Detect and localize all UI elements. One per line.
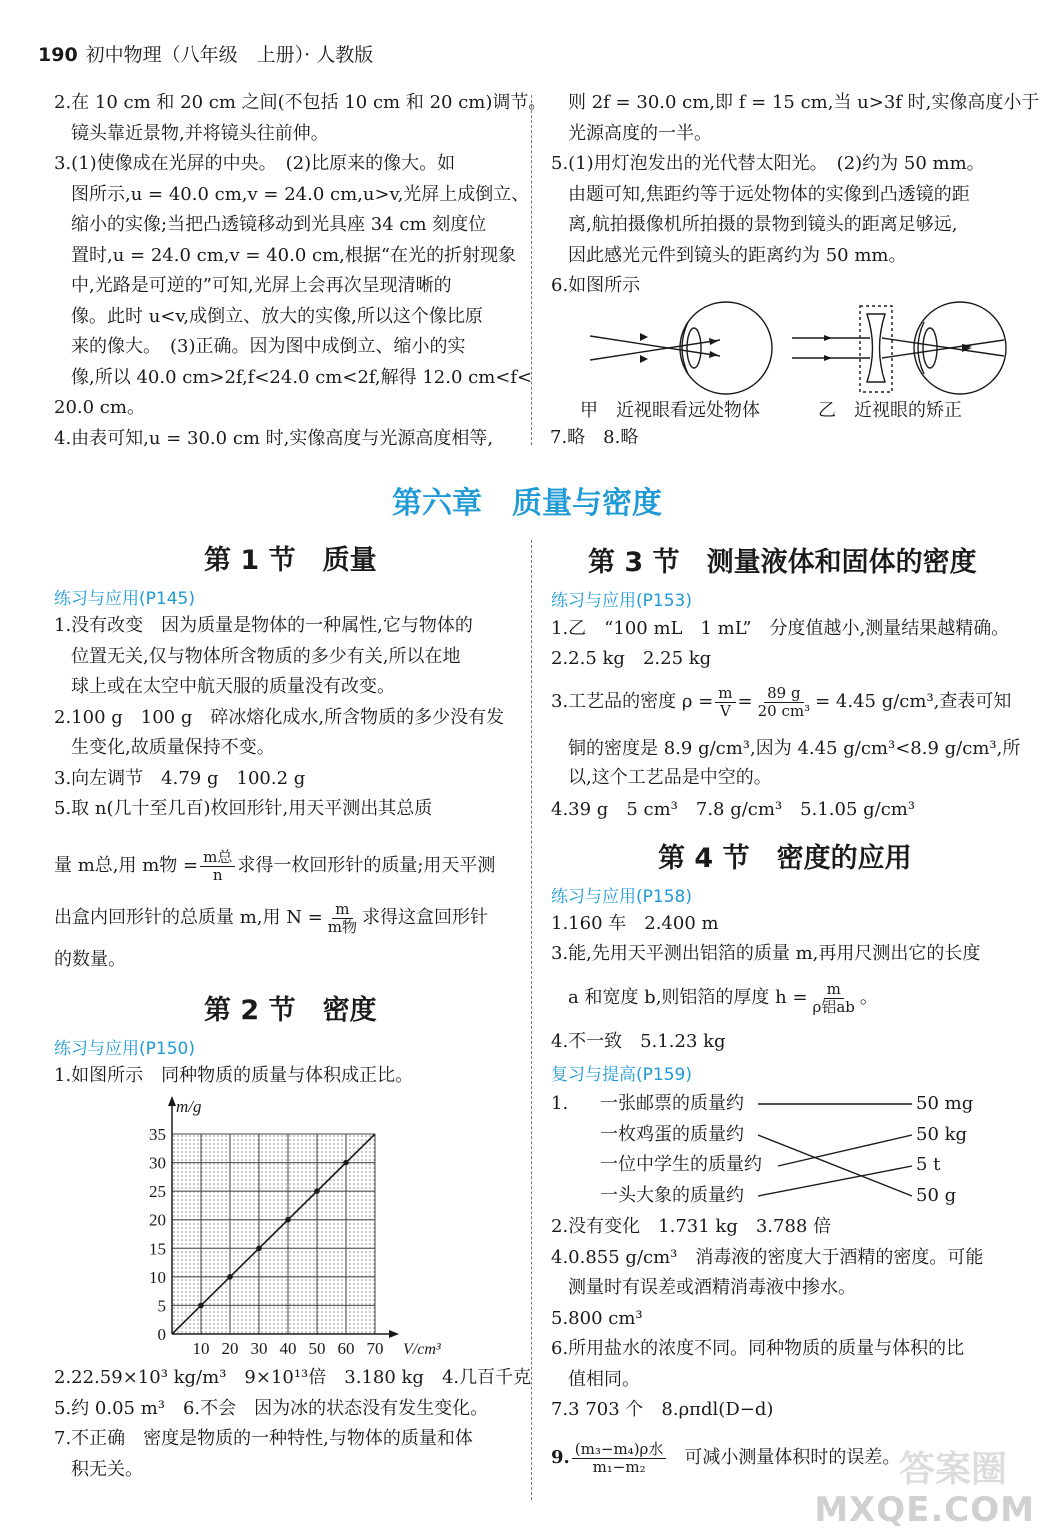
match-value: 50 mg — [916, 1093, 974, 1114]
s4-line-4: 4.不一致 5.1.23 kg — [551, 1031, 726, 1052]
page-header — [38, 40, 373, 67]
section-3-subtitle: 练习与应用(P153) — [551, 591, 692, 611]
book-title: 初中物理（八年级 上册）· 人教版 — [85, 44, 374, 66]
chart-x-tick-label: 30 — [250, 1339, 268, 1358]
s3-line-6: 4.39 g 5 cm³ 7.8 g/cm³ 5.1.05 g/cm³ — [551, 799, 916, 820]
section-2-subtitle: 练习与应用(P150) — [54, 1039, 195, 1059]
chart-y-tick-label: 5 — [157, 1296, 166, 1316]
page-number: 190 — [38, 44, 78, 66]
watermark-logo: 答案圈 — [898, 1449, 1007, 1490]
match-value: 50 kg — [916, 1123, 968, 1145]
eye-ball — [914, 302, 1006, 394]
watermark-url: MXQE.COM — [814, 1490, 1035, 1530]
review-q1-number: 1. — [551, 1093, 569, 1114]
chart-y-tick-label: 30 — [149, 1153, 166, 1173]
chart-y-arrow — [168, 1096, 176, 1106]
chart-x-tick-label: 70 — [366, 1339, 384, 1358]
s4-line-2: 3.能,先用天平测出铝箔的质量 m,再用尺测出它的长度 — [551, 943, 981, 964]
answer-line: 4.由表可知,u = 30.0 cm 时,实像高度与光源高度相等, — [54, 427, 494, 449]
s3-line-1: 1.乙 “100 mL 1 mL” 分度值越小,测量结果越精确。 — [551, 618, 1010, 639]
chart-x-tick-label: 60 — [337, 1339, 355, 1358]
density-chart — [128, 1090, 458, 1366]
answer-line: 光源高度的一半。 — [568, 122, 712, 144]
eye-ball — [680, 302, 772, 394]
answer-line: 来的像大。 (3)正确。因为图中成倒立、缩小的实 — [71, 336, 466, 357]
chart-x-tick-label: 10 — [192, 1339, 210, 1358]
match-item: 一枚鸡蛋的质量约 — [600, 1123, 744, 1145]
answer-line: 2.没有变化 1.731 kg 3.788 倍 — [551, 1216, 832, 1237]
chart-y-label: m/g — [176, 1097, 202, 1116]
answer-line: 7.3 703 个 8.ρπdl(D−d) — [551, 1399, 774, 1420]
answer-line: 3.向左调节 4.79 g 100.2 g — [54, 767, 306, 789]
section-4-subtitle: 练习与应用(P158) — [551, 887, 692, 907]
fraction: $\frac{\text{(m₃−m₄)ρ水}}{\text{m₁−m₂}}$ — [572, 1441, 667, 1476]
answer-line: 位置无关,仅与物体所含物质的多少有关,所以在地 — [71, 645, 461, 667]
chart-data-point — [198, 1303, 204, 1309]
lens-frame — [860, 306, 892, 392]
match-line — [758, 1166, 912, 1196]
chart-data-point — [256, 1245, 262, 1251]
section-4-title: 第 4 节 密度的应用 — [658, 843, 912, 874]
section-2-title: 第 2 节 密度 — [204, 995, 377, 1026]
chart-data-point — [343, 1160, 349, 1166]
answer-line: 5.约 0.05 m³ 6.不会 因为冰的状态没有发生变化。 — [54, 1397, 489, 1419]
answer-line: 中,光路是可逆的”可知,光屏上会再次呈现清晰的 — [71, 275, 452, 296]
s2-q1: 1.如图所示 同种物质的质量与体积成正比。 — [54, 1065, 414, 1086]
fraction: $\frac{m}{\text{ρ铝ab}}$ — [812, 979, 855, 1016]
answer-line: 5.800 cm³ — [551, 1307, 643, 1329]
s3-line-3: 3.工艺品的密度 ρ = $\frac{m}{V}$ = $\frac{89 g}{\text{20 cm³}}$ = 4.45 g/cm³,查表可知 — [551, 683, 1012, 720]
eye-diagram — [580, 300, 1020, 412]
chart-x-tick-label: 40 — [279, 1339, 297, 1358]
chart-y-tick-label: 25 — [149, 1182, 166, 1202]
answer-line: 图所示,u = 40.0 cm,v = 24.0 cm,u>v,光屏上成倒立、 — [71, 183, 530, 205]
review-subtitle: 复习与提高(P159) — [551, 1065, 692, 1085]
chapter-title: 第六章 质量与密度 — [392, 486, 662, 521]
answer-line: 5.(1)用灯泡发出的光代替太阳光。 (2)约为 50 mm。 — [551, 153, 985, 174]
column-divider-top — [531, 95, 532, 445]
answer-line: 缩小的实像;当把凸透镜移动到光具座 34 cm 刻度位 — [71, 214, 487, 235]
answer-line: 像,所以 40.0 cm>2f,f<24.0 cm<2f,解得 12.0 cm<f< — [71, 366, 533, 388]
match-item: 一张邮票的质量约 — [600, 1093, 744, 1114]
chart-y-tick-label: 20 — [149, 1210, 166, 1230]
chart-data-point — [285, 1217, 291, 1223]
section-1-subtitle: 练习与应用(P145) — [54, 589, 195, 609]
eye-caption-b: 乙 近视眼的矫正 — [818, 400, 962, 421]
match-value: 5 t — [916, 1154, 941, 1175]
chart-x-tick-label: 20 — [221, 1339, 239, 1358]
myopia-eye-diagram — [590, 302, 772, 394]
section-1-title: 第 1 节 质量 — [204, 545, 377, 576]
answer-line: 则 2f = 30.0 cm,即 f = 15 cm,当 u>3f 时,实像高度小于 — [568, 92, 1040, 113]
s1-line-10: 的数量。 — [54, 949, 126, 970]
section-3-title: 第 3 节 测量液体和固体的密度 — [588, 547, 977, 578]
chart-y-tick-label: 35 — [149, 1125, 166, 1144]
s3-line-5: 以,这个工艺品是中空的。 — [568, 767, 772, 788]
match-value: 50 g — [916, 1184, 957, 1206]
answer-line: 因此感光元件到镜头的距离约为 50 mm。 — [568, 244, 907, 266]
eye-lens — [923, 328, 937, 368]
fraction: $\frac{m}{V}$ — [715, 685, 735, 720]
corrected-eye-diagram — [792, 302, 1006, 394]
answer-line: 3.(1)使像成在光屏的中央。 (2)比原来的像大。如 — [54, 153, 456, 174]
chart-x-label: V/cm³ — [403, 1341, 441, 1358]
review-q9: 9. $\frac{\text{(m₃−m₄)ρ水}}{\text{m₁−m₂}}$ 可减小测量体积时的误差。 — [551, 1439, 901, 1476]
chart-data-point — [227, 1274, 233, 1280]
chart-y-tick-label: 0 — [157, 1325, 166, 1344]
fraction: $\frac{\text{m总}}{n}$ — [200, 849, 235, 884]
answer-line: 测量时有误差或酒精消毒液中掺水。 — [568, 1277, 856, 1298]
answer-line: 7.不正确 密度是物质的一种特性,与物体的质量和体 — [54, 1428, 473, 1449]
answer-line: 球上或在太空中航天服的质量没有改变。 — [71, 676, 395, 697]
answer-line: 离,航拍摄像机所拍摄的景物到镜头的距离足够远, — [568, 214, 958, 235]
prev-q78: 7.略 8.略 — [550, 427, 639, 448]
match-item: 一位中学生的质量约 — [600, 1154, 762, 1175]
answer-line: 镜头靠近景物,并将镜头往前伸。 — [71, 122, 329, 144]
answer-line: 生变化,故质量保持不变。 — [71, 737, 275, 758]
s3-line-2: 2.2.5 kg 2.25 kg — [551, 648, 712, 669]
answer-line: 5.取 n(几十至几百)枚回形针,用天平测出其总质 — [54, 798, 433, 819]
answer-line: 6.如图所示 — [551, 275, 641, 296]
chart-y-tick-label: 15 — [149, 1239, 166, 1259]
answer-line: 像。此时 u<v,成倒立、放大的实像,所以这个像比原 — [71, 305, 483, 327]
chart-y-tick-label: 10 — [149, 1267, 166, 1287]
concave-lens — [867, 314, 885, 382]
eye-caption-a: 甲 近视眼看远处物体 — [580, 400, 760, 421]
answer-line: 2.在 10 cm 和 20 cm 之间(不包括 10 cm 和 20 cm)调节。 — [54, 92, 547, 113]
fraction: $\frac{m}{\text{m物}}$ — [327, 899, 358, 936]
answer-line: 由题可知,焦距约等于远处物体的实像到凸透镜的距 — [568, 183, 970, 205]
chart-data-point — [314, 1188, 320, 1194]
s1-line-9: 出盒内回形针的总质量 m,用 N = $\frac{m}{\text{m物}}$ 求得这盒回形针 — [54, 899, 489, 936]
answer-line: 置时,u = 24.0 cm,v = 40.0 cm,根据“在光的折射现象 — [71, 244, 517, 266]
answer-line: 积无关。 — [71, 1458, 143, 1480]
chart-x-tick-label: 50 — [308, 1339, 326, 1358]
matching-lines — [550, 1090, 970, 1210]
answer-line: 2.100 g 100 g 碎冰熔化成水,所含物质的多少没有发 — [54, 706, 505, 728]
match-item: 一头大象的质量约 — [600, 1184, 744, 1206]
answer-line: 20.0 cm。 — [54, 397, 145, 418]
fraction: $\frac{89 g}{\text{20 cm³}}$ — [757, 683, 811, 720]
s4-line-1: 1.160 车 2.400 m — [551, 913, 719, 934]
column-divider-bottom — [531, 540, 532, 1500]
answer-line: 6.所用盐水的浓度不同。同种物质的质量与体积的比 — [551, 1338, 965, 1359]
eye-lens — [687, 328, 701, 368]
answer-line: 2.22.59×10³ kg/m³ 9×10¹³倍 3.180 kg 4.几百千克 — [54, 1367, 532, 1388]
s3-line-4: 铜的密度是 8.9 g/cm³,因为 4.45 g/cm³<8.9 g/cm³,所 — [568, 738, 1021, 759]
answer-line: 4.0.855 g/cm³ 消毒液的密度大于酒精的密度。可能 — [551, 1246, 984, 1268]
answer-line: 1.没有改变 因为质量是物体的一种属性,它与物体的 — [54, 615, 473, 636]
chart-x-arrow — [389, 1330, 399, 1338]
answer-line: 值相同。 — [568, 1368, 640, 1390]
s1-line-8: 量 m总,用 m物 = $\frac{\text{m总}}{n}$ 求得一枚回形针的质量;用天平测 — [54, 847, 496, 884]
s4-line-3: a 和宽度 b,则铝箔的厚度 h = $\frac{m}{\text{ρ铝ab}}$ 。 — [568, 979, 878, 1016]
